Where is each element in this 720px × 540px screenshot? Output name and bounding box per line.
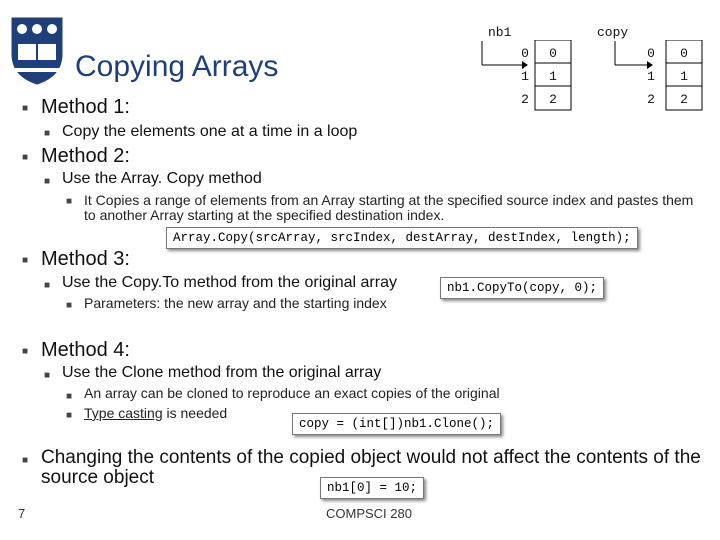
clone-code: copy = (int[])nb1.Clone(); — [292, 413, 501, 435]
type-casting-link: Type casting — [84, 405, 163, 421]
method3-heading: Method 3: — [41, 248, 130, 270]
method1-description: Copy the elements one at a time in a loop — [62, 123, 358, 140]
method4-detail-2 — [84, 406, 227, 421]
method4-description: Use the Clone method from the original array — [62, 364, 382, 381]
square-bullet-icon: ■ — [66, 391, 73, 402]
nb1-value-0: 0 — [549, 45, 557, 61]
method4-detail-1: An array can be cloned to reproduce an exact copies of the original — [84, 385, 500, 401]
square-bullet-icon: ■ — [22, 103, 29, 114]
method3-detail: Parameters: the new array and the starting index — [84, 295, 387, 311]
method2-detail: It Copies a range of elements from an Array starting at the specified source index and pastes them to another Array starting at the specified destination index. — [84, 192, 694, 223]
square-bullet-icon: ■ — [22, 346, 29, 357]
assignment-code: nb1[0] = 10; — [320, 477, 424, 499]
university-crest-icon — [8, 14, 66, 86]
copyto-code: nb1.CopyTo(copy, 0); — [440, 277, 604, 299]
copy-value-0: 0 — [680, 45, 688, 61]
changing-note: Changing the contents of the copied object would not affect the contents of the source object — [41, 447, 701, 488]
square-bullet-icon: ■ — [22, 455, 29, 466]
copy-index-2: 2 — [647, 91, 655, 107]
method4-heading: Method 4: — [41, 339, 130, 361]
copy-value-1: 1 — [680, 68, 688, 84]
array-copy-code: Array.Copy(srcArray, srcIndex, destArray, destIndex, length); — [166, 227, 638, 249]
square-bullet-icon: ■ — [44, 176, 51, 187]
is-needed-text: is needed — [162, 405, 228, 421]
method3-description: Use the Copy.To method from the original array — [62, 274, 397, 291]
footer-course: COMPSCI 280 — [326, 506, 412, 521]
square-bullet-icon: ■ — [66, 196, 73, 207]
square-bullet-icon: ■ — [22, 152, 29, 163]
nb1-index-1: 1 — [521, 68, 529, 84]
method2-description: Use the Array. Copy method — [62, 170, 262, 187]
copy-index-1: 1 — [647, 68, 655, 84]
method1-heading: Method 1: — [41, 96, 130, 118]
nb1-value-2: 2 — [549, 91, 557, 107]
nb1-label: nb1 — [488, 25, 512, 40]
square-bullet-icon: ■ — [44, 128, 51, 139]
copy-value-2: 2 — [680, 91, 688, 107]
nb1-value-1: 1 — [549, 68, 557, 84]
square-bullet-icon: ■ — [22, 255, 29, 266]
method2-heading: Method 2: — [41, 145, 130, 167]
nb1-index-2: 2 — [521, 91, 529, 107]
page-number: 7 — [18, 506, 26, 521]
square-bullet-icon: ■ — [44, 370, 51, 381]
copy-label: copy — [597, 25, 629, 40]
square-bullet-icon: ■ — [66, 300, 73, 311]
square-bullet-icon: ■ — [66, 410, 73, 421]
slide-title: Copying Arrays — [75, 50, 279, 83]
nb1-index-0: 0 — [521, 45, 529, 61]
copy-index-0: 0 — [647, 45, 655, 61]
square-bullet-icon: ■ — [44, 280, 51, 291]
